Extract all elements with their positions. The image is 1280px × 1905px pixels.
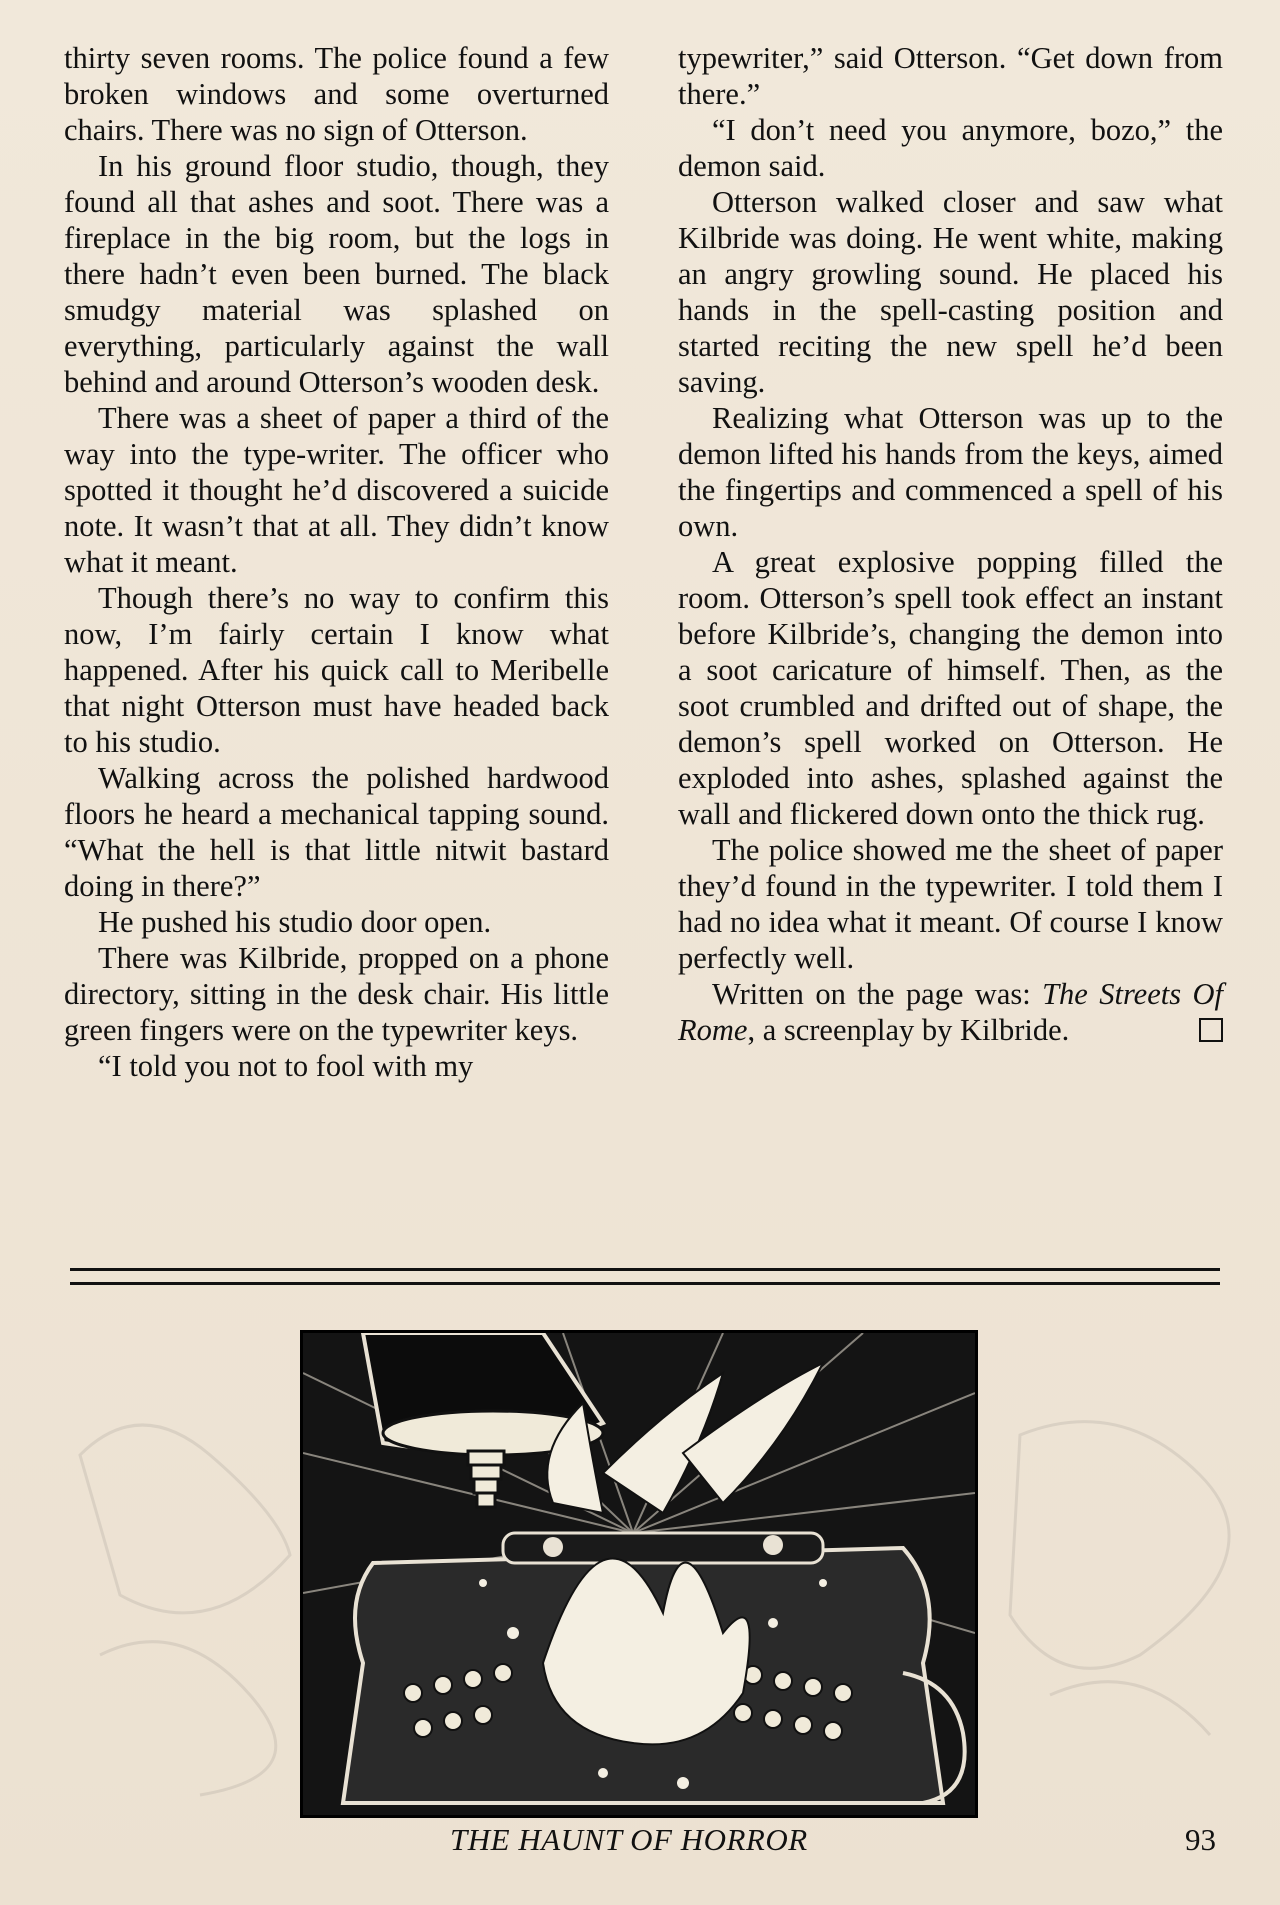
end-of-story-box-icon <box>1199 1018 1223 1042</box>
divider-rule-top <box>70 1268 1220 1271</box>
paragraph: Otterson walked closer and saw what Kilbride was doing. He went white, making an angry growling sound. He placed his hands in the spell-casting position and started reciting the new spell he’d been saving. <box>678 185 1223 399</box>
left-text-column <box>64 40 609 1084</box>
final-paragraph-tail: , a screenplay by Kilbride. <box>747 1013 1070 1047</box>
typewriter-illustration-svg <box>303 1333 975 1815</box>
screenplay-title: The Streets Of Rome <box>678 977 1223 1047</box>
paragraph: The police showed me the sheet of paper they’d found in the typewriter. I told them I had no idea what it meant. Of course I know perfectly well. <box>678 833 1223 975</box>
divider-rule-bottom <box>70 1282 1220 1285</box>
typewriter-explosion-illustration <box>300 1330 978 1818</box>
paragraph: typewriter,” said Otterson. “Get down from there.” <box>678 41 1223 111</box>
right-text-column <box>678 40 1223 1048</box>
paragraph: Walking across the polished hardwood floors he heard a mechanical tapping sound. “What the hell is that little nitwit bastard doing in there?” <box>64 761 609 903</box>
paragraph: thirty seven rooms. The police found a few broken windows and some overturned chairs. There was no sign of Otterson. <box>64 41 609 147</box>
paragraph: There was a sheet of paper a third of the way into the type-writer. The officer who spotted it thought he’d discovered a suicide note. It wasn’t that at all. They didn’t know what it meant. <box>64 401 609 579</box>
paragraph: Realizing what Otterson was up to the demon lifted his hands from the keys, aimed the fingertips and commenced a spell of his own. <box>678 401 1223 543</box>
paragraph: There was Kilbride, propped on a phone directory, sitting in the desk chair. His little green fingers were on the typewriter keys. <box>64 941 609 1047</box>
paragraph: “I don’t need you anymore, bozo,” the demon said. <box>678 113 1223 183</box>
paragraph: Though there’s no way to confirm this now, I’m fairly certain I know what happened. After his quick call to Meribelle that night Otterson must have headed back to his studio. <box>64 581 609 759</box>
final-paragraph-lead: Written on the page was: <box>712 977 1043 1011</box>
final-paragraph <box>678 976 1223 1048</box>
paragraph: In his ground floor studio, though, they found all that ashes and soot. There was a fireplace in the big room, but the logs in there hadn’t even been burned. The black smudgy material was splashed on everything, particularly against the wall behind and around Otterson’s wooden desk. <box>64 149 609 399</box>
magazine-title-footer: THE HAUNT OF HORROR <box>450 1822 808 1857</box>
paragraph: “I told you not to fool with my <box>98 1049 474 1083</box>
paragraph: He pushed his studio door open. <box>98 905 492 939</box>
page-number: 93 <box>1185 1822 1216 1857</box>
paragraph: A great explosive popping filled the room. Otterson’s spell took effect an instant before Kilbride’s, changing the demon into a soot caricature of himself. Then, as the soot crumbled and drifted out of shape, the demon’s spell worked on Otterson. He exploded into ashes, splashed against the wall and flickered down onto the thick rug. <box>678 545 1223 831</box>
